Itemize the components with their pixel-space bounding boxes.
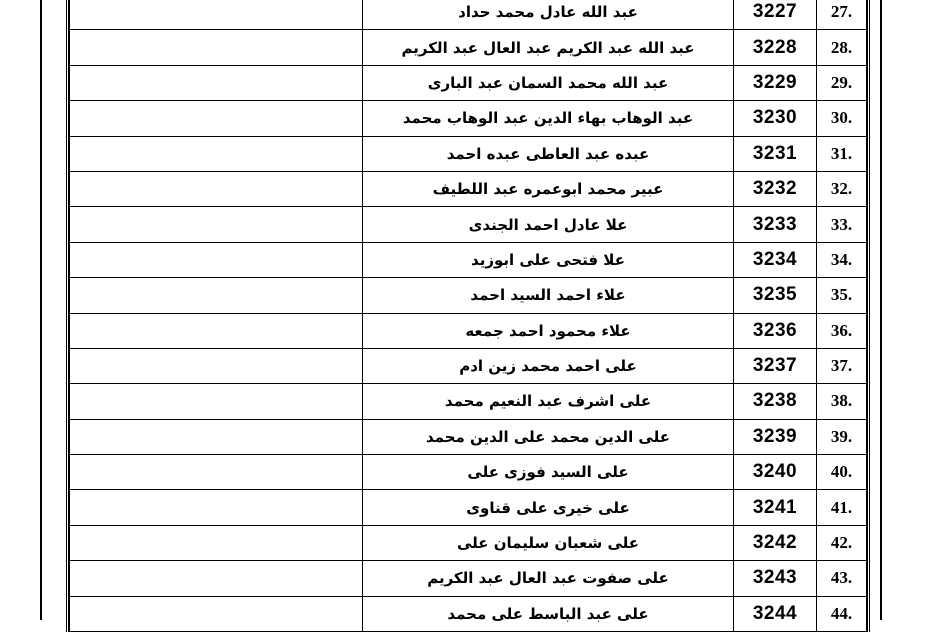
row-number: .41 — [817, 490, 867, 525]
student-name: على عبد الباسط على محمد — [363, 596, 734, 631]
row-number: .33 — [817, 207, 867, 242]
row-number: .31 — [817, 136, 867, 171]
row-number: .35 — [817, 278, 867, 313]
blank-cell — [70, 490, 363, 525]
student-name: على اشرف عبد النعيم محمد — [363, 384, 734, 419]
row-number: .28 — [817, 30, 867, 65]
student-name: على خيرى على قناوى — [363, 490, 734, 525]
seat-number: 3233 — [734, 207, 817, 242]
blank-cell — [70, 455, 363, 490]
table-row — [70, 313, 867, 348]
seat-number: 3229 — [734, 65, 817, 100]
blank-cell — [70, 525, 363, 560]
row-number: .32 — [817, 171, 867, 206]
student-name: على الدين محمد على الدين محمد — [363, 419, 734, 454]
blank-cell — [70, 348, 363, 383]
row-number: .34 — [817, 242, 867, 277]
seat-number: 3238 — [734, 384, 817, 419]
seat-number: 3243 — [734, 561, 817, 596]
seat-number: 3237 — [734, 348, 817, 383]
seat-number: 3240 — [734, 455, 817, 490]
table-body — [70, 0, 867, 632]
student-name: علا عادل احمد الجندى — [363, 207, 734, 242]
table-row — [70, 596, 867, 631]
row-number: .39 — [817, 419, 867, 454]
student-name: عبده عبد العاطى عبده احمد — [363, 136, 734, 171]
table-row — [70, 384, 867, 419]
student-name: عبد الله عبد الكريم عبد العال عبد الكريم — [363, 30, 734, 65]
seat-number: 3244 — [734, 596, 817, 631]
blank-cell — [70, 30, 363, 65]
blank-cell — [70, 207, 363, 242]
blank-cell — [70, 171, 363, 206]
seat-number: 3231 — [734, 136, 817, 171]
row-number: .42 — [817, 525, 867, 560]
seat-number: 3234 — [734, 242, 817, 277]
table-row — [70, 65, 867, 100]
table-row — [70, 207, 867, 242]
row-number: .27 — [817, 0, 867, 30]
seat-number: 3228 — [734, 30, 817, 65]
student-name: عبد الله عادل محمد حداد — [363, 0, 734, 30]
seat-number: 3235 — [734, 278, 817, 313]
blank-cell — [70, 561, 363, 596]
blank-cell — [70, 384, 363, 419]
student-name: عبد الوهاب بهاء الدين عبد الوهاب محمد — [363, 101, 734, 136]
students-table-container — [66, 0, 870, 632]
seat-number: 3232 — [734, 171, 817, 206]
seat-number: 3236 — [734, 313, 817, 348]
blank-cell — [70, 596, 363, 631]
student-name: على السيد فوزى على — [363, 455, 734, 490]
table-row — [70, 561, 867, 596]
table-row — [70, 171, 867, 206]
seat-number: 3227 — [734, 0, 817, 30]
blank-cell — [70, 278, 363, 313]
student-name: علاء محمود احمد جمعه — [363, 313, 734, 348]
seat-number: 3239 — [734, 419, 817, 454]
row-number: .44 — [817, 596, 867, 631]
row-number: .43 — [817, 561, 867, 596]
table-row — [70, 30, 867, 65]
student-name: على صفوت عبد العال عبد الكريم — [363, 561, 734, 596]
row-number: .36 — [817, 313, 867, 348]
table-row — [70, 242, 867, 277]
table-row — [70, 490, 867, 525]
table-row — [70, 278, 867, 313]
blank-cell — [70, 0, 363, 30]
student-name: عبد الله محمد السمان عبد البارى — [363, 65, 734, 100]
student-name: علا فتحى على ابوزيد — [363, 242, 734, 277]
seat-number: 3241 — [734, 490, 817, 525]
row-number: .29 — [817, 65, 867, 100]
students-table — [69, 0, 867, 632]
row-number: .30 — [817, 101, 867, 136]
blank-cell — [70, 65, 363, 100]
table-row — [70, 101, 867, 136]
blank-cell — [70, 136, 363, 171]
student-name: علاء احمد السيد احمد — [363, 278, 734, 313]
table-row — [70, 0, 867, 30]
student-name: على احمد محمد زين ادم — [363, 348, 734, 383]
row-number: .38 — [817, 384, 867, 419]
table-row — [70, 136, 867, 171]
table-row — [70, 455, 867, 490]
row-number: .40 — [817, 455, 867, 490]
row-number: .37 — [817, 348, 867, 383]
blank-cell — [70, 419, 363, 454]
blank-cell — [70, 313, 363, 348]
seat-number: 3230 — [734, 101, 817, 136]
blank-cell — [70, 101, 363, 136]
seat-number: 3242 — [734, 525, 817, 560]
table-row — [70, 348, 867, 383]
student-name: عبير محمد ابوعمره عبد اللطيف — [363, 171, 734, 206]
blank-cell — [70, 242, 363, 277]
table-row — [70, 525, 867, 560]
table-row — [70, 419, 867, 454]
student-name: على شعبان سليمان على — [363, 525, 734, 560]
